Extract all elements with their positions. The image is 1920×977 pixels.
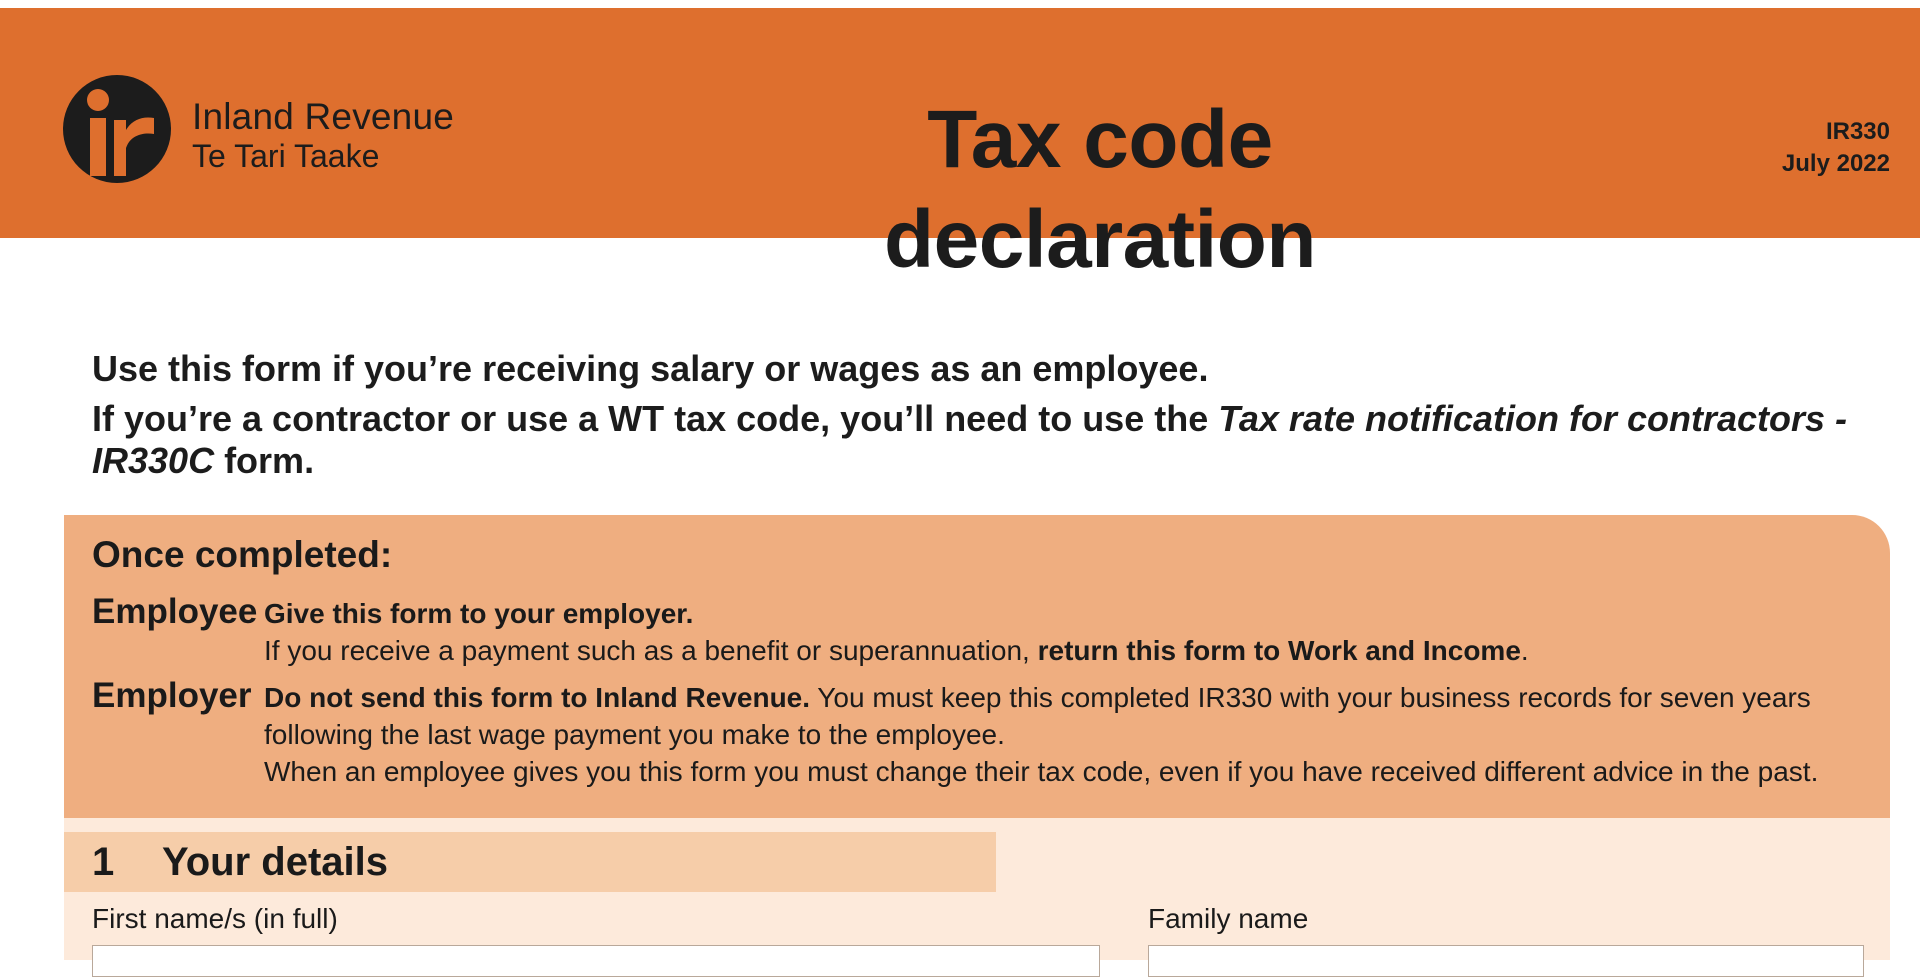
first-name-field[interactable] bbox=[92, 945, 1100, 977]
ir330c-form-reference: Tax rate notification for contractors - IR330C bbox=[92, 398, 1847, 481]
once-completed-title: Once completed: bbox=[92, 534, 393, 575]
intro-text bbox=[92, 348, 1872, 490]
once-completed-panel bbox=[64, 515, 1890, 818]
employer-label: Employer bbox=[92, 676, 252, 715]
family-name-label: Family name bbox=[1148, 903, 1309, 934]
page-title: Tax code declaration bbox=[884, 94, 1316, 285]
employee-line-2-suffix: . bbox=[1520, 635, 1529, 666]
first-name-label: First name/s (in full) bbox=[92, 903, 338, 934]
section-number: 1 bbox=[92, 840, 115, 884]
employee-line-1: Give this form to your employer. bbox=[264, 598, 694, 629]
employer-line-2: When an employee gives you this form you must change their tax code, even if you have received different advice in the past. bbox=[264, 756, 1819, 787]
form-code-block bbox=[1782, 116, 1890, 180]
employee-line-2 bbox=[264, 632, 1864, 669]
employee-line-2-prefix: If you receive a payment such as a benefit or superannuation, bbox=[264, 635, 1038, 666]
intro-line-1: Use this form if you’re receiving salary or wages as an employee. bbox=[92, 348, 1209, 389]
section-header bbox=[64, 832, 996, 892]
section-your-details bbox=[64, 818, 1890, 960]
form-date: July 2022 bbox=[1781, 150, 1890, 177]
employer-line-1-rest: You must keep this completed IR330 with your business records for seven years following the last wage payment you make to the employee. bbox=[264, 682, 1811, 750]
family-name-field[interactable] bbox=[1148, 945, 1864, 977]
org-logo-text bbox=[192, 96, 454, 174]
employer-line-1 bbox=[264, 679, 1864, 753]
section-title: Your details bbox=[162, 840, 388, 884]
intro-line-2-prefix: If you’re a contractor or use a WT tax code, you’ll need to use the bbox=[92, 398, 1219, 439]
employer-instructions bbox=[264, 679, 1864, 790]
employee-line-2-bold: return this form to Work and Income bbox=[1037, 635, 1521, 666]
form-code: IR330 bbox=[1825, 118, 1890, 145]
org-name-maori: Te Tari Taake bbox=[192, 138, 380, 174]
intro-line-2-suffix: form. bbox=[214, 440, 315, 481]
header-banner bbox=[0, 8, 1920, 285]
org-name: Inland Revenue bbox=[192, 96, 454, 137]
employee-instructions bbox=[264, 595, 1864, 669]
ir-logo-icon bbox=[62, 74, 172, 184]
employee-label: Employee bbox=[92, 592, 258, 631]
intro-line-2 bbox=[92, 398, 1872, 482]
employer-line-1-bold: Do not send this form to Inland Revenue. bbox=[264, 682, 811, 713]
